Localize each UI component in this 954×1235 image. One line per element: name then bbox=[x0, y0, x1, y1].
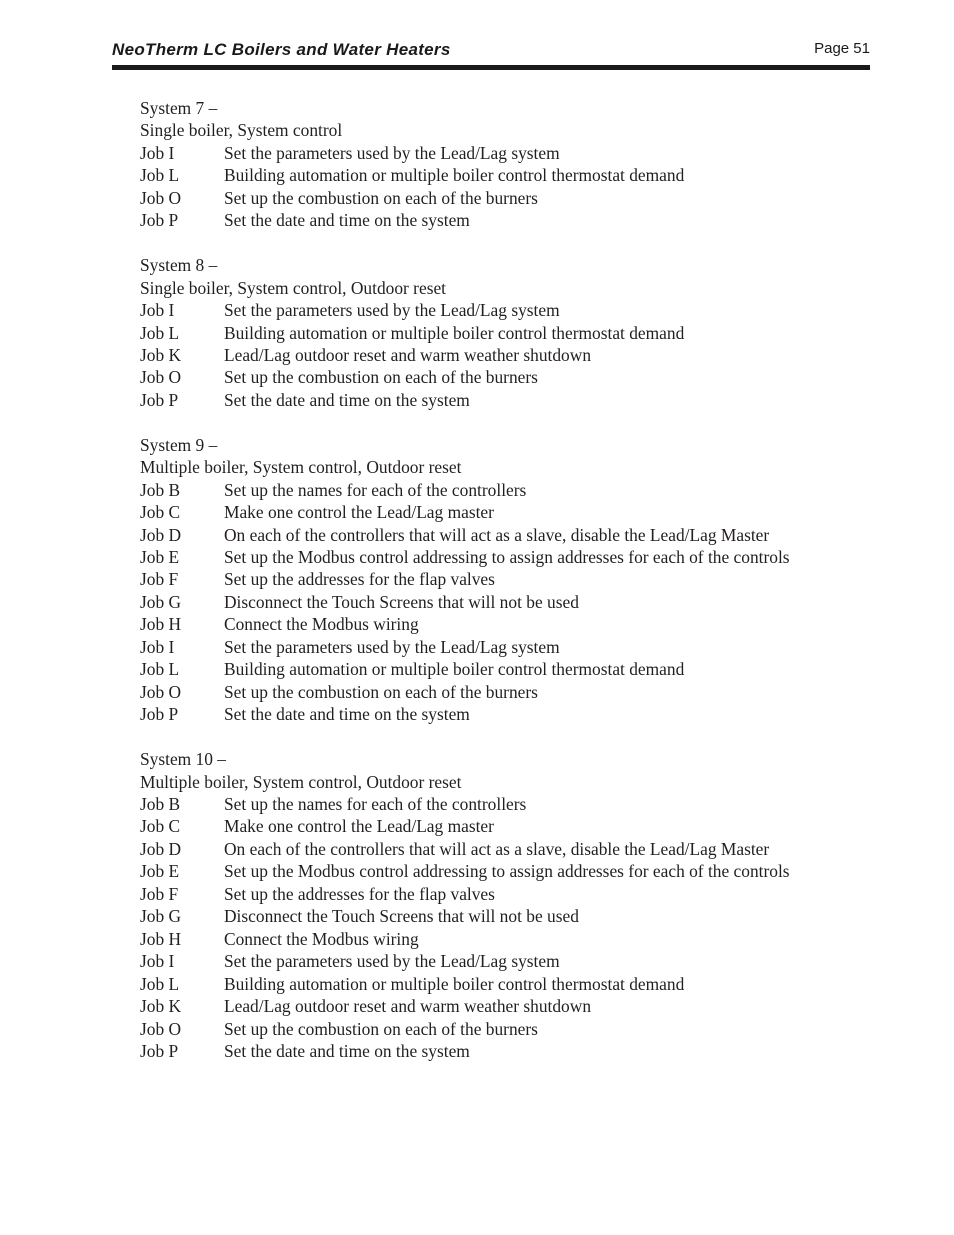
system-subtitle: Single boiler, System control bbox=[140, 120, 343, 141]
job-id: Job L bbox=[140, 973, 180, 994]
job-description: Set the parameters used by the Lead/Lag system bbox=[224, 300, 560, 321]
job-id: Job C bbox=[140, 502, 181, 523]
job-description: Building automation or multiple boiler control thermostat demand bbox=[224, 973, 685, 994]
job-id: Job P bbox=[140, 704, 179, 725]
job-row bbox=[140, 703, 860, 725]
job-id: Job B bbox=[140, 479, 181, 500]
system-title: System 10 – bbox=[140, 749, 226, 770]
job-id: Job C bbox=[140, 816, 181, 837]
job-row bbox=[140, 995, 860, 1017]
job-row bbox=[140, 501, 860, 523]
job-id: Job O bbox=[140, 681, 182, 702]
job-description: Connect the Modbus wiring bbox=[224, 614, 419, 635]
job-description: Set up the Modbus control addressing to assign addresses for each of the controls bbox=[224, 547, 790, 568]
job-description: Lead/Lag outdoor reset and warm weather shutdown bbox=[224, 344, 592, 365]
job-row bbox=[140, 568, 860, 590]
job-row bbox=[140, 299, 860, 321]
job-id: Job P bbox=[140, 389, 179, 410]
job-id: Job L bbox=[140, 322, 180, 343]
job-id: Job P bbox=[140, 210, 179, 231]
job-description: Set up the addresses for the flap valves bbox=[224, 883, 495, 904]
system-block bbox=[140, 748, 860, 1062]
job-description: Set up the combustion on each of the burners bbox=[224, 187, 538, 208]
system-subtitle: Multiple boiler, System control, Outdoor reset bbox=[140, 771, 462, 792]
document-title: NeoTherm LC Boilers and Water Heaters bbox=[112, 40, 451, 59]
header-divider bbox=[112, 65, 870, 70]
job-row bbox=[140, 973, 860, 995]
job-id: Job K bbox=[140, 344, 182, 365]
job-row bbox=[140, 905, 860, 927]
job-row bbox=[140, 591, 860, 613]
job-description: Set up the combustion on each of the burners bbox=[224, 367, 538, 388]
job-id: Job E bbox=[140, 547, 180, 568]
job-description: Set the date and time on the system bbox=[224, 389, 470, 410]
job-id: Job O bbox=[140, 367, 182, 388]
system-block bbox=[140, 434, 860, 726]
job-row bbox=[140, 636, 860, 658]
job-row bbox=[140, 209, 860, 231]
job-id: Job O bbox=[140, 187, 182, 208]
job-description: Building automation or multiple boiler control thermostat demand bbox=[224, 322, 685, 343]
system-block bbox=[140, 97, 860, 232]
system-title: System 8 – bbox=[140, 255, 218, 276]
job-description: On each of the controllers that will act as a slave, disable the Lead/Lag Master bbox=[224, 524, 770, 545]
system-subtitle: Multiple boiler, System control, Outdoor reset bbox=[140, 457, 462, 478]
job-id: Job F bbox=[140, 883, 179, 904]
job-description: Set up the Modbus control addressing to assign addresses for each of the controls bbox=[224, 861, 790, 882]
job-id: Job I bbox=[140, 300, 175, 321]
job-row bbox=[140, 366, 860, 388]
job-row bbox=[140, 883, 860, 905]
job-id: Job I bbox=[140, 636, 175, 657]
system-subtitle: Single boiler, System control, Outdoor reset bbox=[140, 277, 447, 298]
job-description: Set up the names for each of the controllers bbox=[224, 794, 527, 814]
job-row bbox=[140, 524, 860, 546]
job-row bbox=[140, 164, 860, 186]
job-row bbox=[140, 860, 860, 882]
job-row bbox=[140, 344, 860, 366]
job-id: Job I bbox=[140, 142, 175, 163]
page-header bbox=[112, 38, 870, 72]
job-row bbox=[140, 1018, 860, 1040]
job-description: Set up the addresses for the flap valves bbox=[224, 569, 495, 590]
job-description: Set the parameters used by the Lead/Lag system bbox=[224, 636, 560, 657]
job-row bbox=[140, 479, 860, 501]
job-row bbox=[140, 928, 860, 950]
job-id: Job D bbox=[140, 524, 182, 545]
job-description: Building automation or multiple boiler control thermostat demand bbox=[224, 165, 685, 186]
job-id: Job O bbox=[140, 1018, 182, 1039]
job-id: Job K bbox=[140, 996, 182, 1017]
job-row bbox=[140, 389, 860, 411]
job-id: Job F bbox=[140, 569, 179, 590]
job-description: Set up the names for each of the controllers bbox=[224, 479, 527, 500]
job-id: Job B bbox=[140, 794, 181, 814]
job-row bbox=[140, 815, 860, 837]
job-row bbox=[140, 950, 860, 972]
system-block bbox=[140, 254, 860, 411]
job-id: Job L bbox=[140, 165, 180, 186]
job-description: Set the date and time on the system bbox=[224, 210, 470, 231]
job-id: Job D bbox=[140, 838, 182, 859]
job-description: Building automation or multiple boiler control thermostat demand bbox=[224, 659, 685, 680]
job-id: Job H bbox=[140, 614, 182, 635]
job-description: Make one control the Lead/Lag master bbox=[224, 502, 494, 523]
page-number: Page 51 bbox=[814, 40, 870, 57]
job-row bbox=[140, 658, 860, 680]
job-description: Set up the combustion on each of the burners bbox=[224, 681, 538, 702]
job-id: Job E bbox=[140, 861, 180, 882]
job-description: Set the date and time on the system bbox=[224, 1040, 470, 1061]
job-row bbox=[140, 187, 860, 209]
job-row bbox=[140, 681, 860, 703]
job-row bbox=[140, 1040, 860, 1062]
job-row bbox=[140, 322, 860, 344]
job-description: On each of the controllers that will act as a slave, disable the Lead/Lag Master bbox=[224, 838, 770, 859]
job-description: Set up the combustion on each of the burners bbox=[224, 1018, 538, 1039]
system-title: System 9 – bbox=[140, 434, 218, 455]
job-id: Job L bbox=[140, 659, 180, 680]
job-description: Set the parameters used by the Lead/Lag system bbox=[224, 142, 560, 163]
job-description: Set the parameters used by the Lead/Lag system bbox=[224, 951, 560, 972]
job-row bbox=[140, 838, 860, 860]
job-row bbox=[140, 142, 860, 164]
job-description: Lead/Lag outdoor reset and warm weather shutdown bbox=[224, 996, 592, 1017]
job-description: Disconnect the Touch Screens that will not be used bbox=[224, 906, 579, 927]
job-id: Job H bbox=[140, 928, 182, 949]
system-job-list bbox=[140, 97, 860, 1085]
job-row bbox=[140, 793, 860, 815]
job-description: Disconnect the Touch Screens that will not be used bbox=[224, 591, 579, 612]
system-title: System 7 – bbox=[140, 98, 218, 118]
job-description: Make one control the Lead/Lag master bbox=[224, 816, 494, 837]
job-id: Job G bbox=[140, 906, 182, 927]
job-id: Job I bbox=[140, 951, 175, 972]
job-description: Connect the Modbus wiring bbox=[224, 928, 419, 949]
job-row bbox=[140, 546, 860, 568]
job-id: Job P bbox=[140, 1040, 179, 1061]
job-row bbox=[140, 613, 860, 635]
job-description: Set the date and time on the system bbox=[224, 704, 470, 725]
job-id: Job G bbox=[140, 591, 182, 612]
